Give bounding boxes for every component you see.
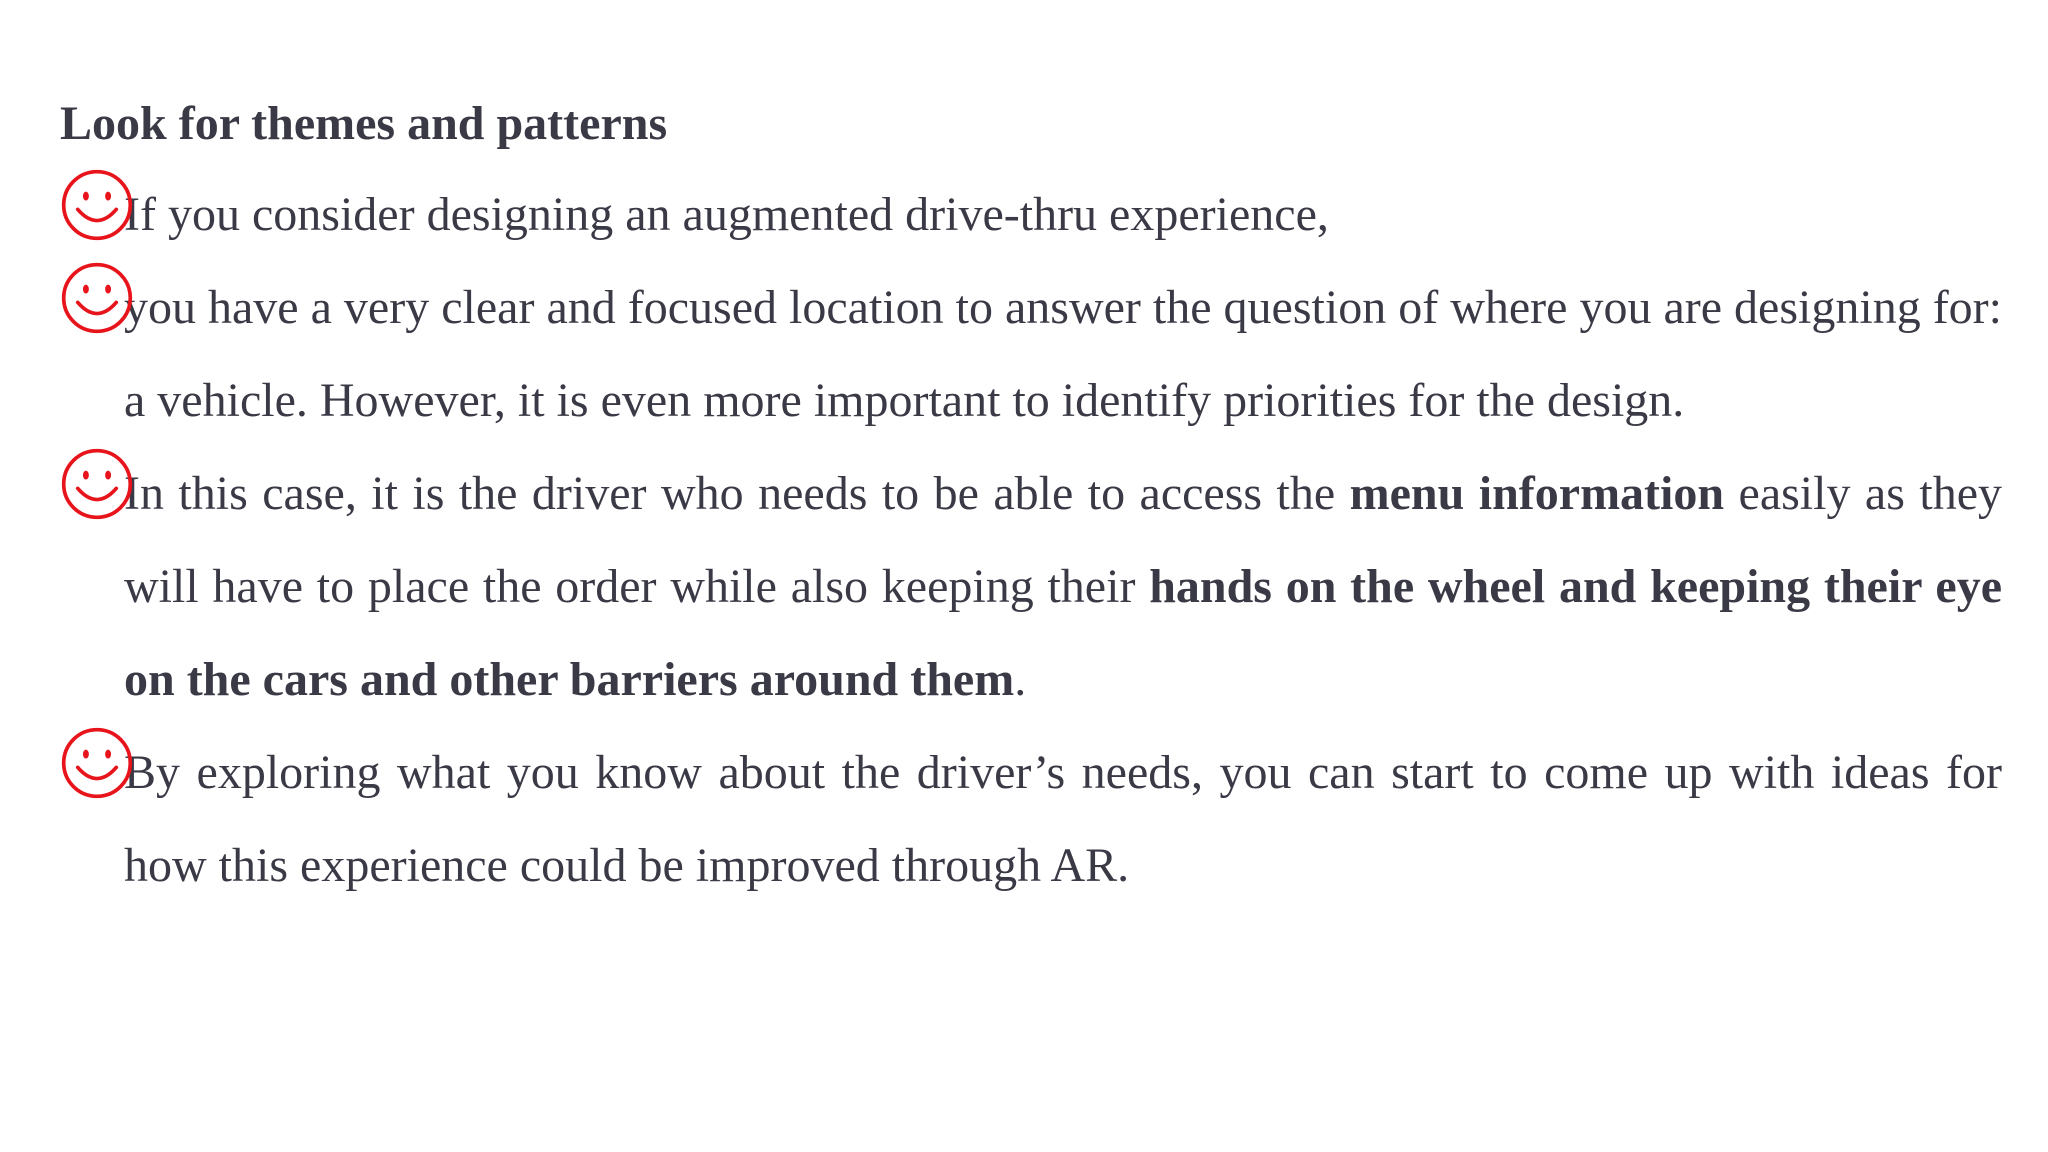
- smiley-face-mouth: [78, 767, 116, 778]
- smiley-face-icon: [60, 168, 134, 242]
- smiley-face-eye: [105, 471, 111, 480]
- smiley-face-eye: [105, 192, 111, 201]
- smiley-face-outline: [64, 451, 131, 518]
- bullet-item-2: [60, 261, 2002, 447]
- smiley-face-eye: [83, 750, 89, 759]
- bullet-text: [124, 746, 2002, 892]
- smiley-face-icon: [60, 447, 134, 521]
- smiley-face-eye: [83, 192, 89, 201]
- smiley-face-eye: [83, 285, 89, 294]
- smiley-face-graphic: [60, 261, 134, 335]
- smiley-face-mouth: [78, 488, 116, 499]
- smiley-face-outline: [64, 265, 131, 332]
- bullet-segment: By exploring what you know about the driver’s needs, you can start to come up with ideas for how this experience could be improved through AR.: [124, 746, 2002, 892]
- bullet-segment: easily as they will have to place the order while also keeping their: [124, 467, 2002, 613]
- bullet-segment: If you consider designing an augmented drive-thru experience,: [124, 188, 1329, 241]
- smiley-face-graphic: [60, 726, 134, 800]
- smiley-face-eye: [105, 285, 111, 294]
- bullet-segment: In this case, it is the driver who needs to be able to access the: [124, 467, 1350, 520]
- bullet-item-4: [60, 726, 2002, 912]
- bullet-text: [124, 188, 1329, 241]
- bullet-segment-bold: menu information: [1349, 467, 1725, 520]
- smiley-face-eye: [83, 471, 89, 480]
- bullet-item-1: [60, 168, 2002, 261]
- smiley-face-mouth: [78, 302, 116, 313]
- smiley-face-outline: [64, 172, 131, 239]
- smiley-face-icon: [60, 726, 134, 800]
- slide-heading: Look for themes and patterns: [60, 97, 668, 150]
- smiley-face-graphic: [60, 447, 134, 521]
- smiley-face-icon: [60, 261, 134, 335]
- bullet-segment: you have a very clear and focused location to answer the question of where you are designing for: a vehicle. However, it is even more important to identify priorities for the design.: [124, 281, 2002, 427]
- smiley-face-graphic: [60, 168, 134, 242]
- bullet-segment: .: [1014, 653, 1027, 706]
- bullet-list: [60, 168, 2002, 912]
- smiley-face-outline: [64, 730, 131, 797]
- bullet-text: [124, 281, 2002, 427]
- bullet-item-3: [60, 447, 2002, 726]
- bullet-segment-bold: hands on the wheel and keeping their eye on the cars and other barriers around them: [124, 560, 2002, 706]
- smiley-face-mouth: [78, 209, 116, 220]
- smiley-face-eye: [105, 750, 111, 759]
- bullet-text: [124, 467, 2002, 706]
